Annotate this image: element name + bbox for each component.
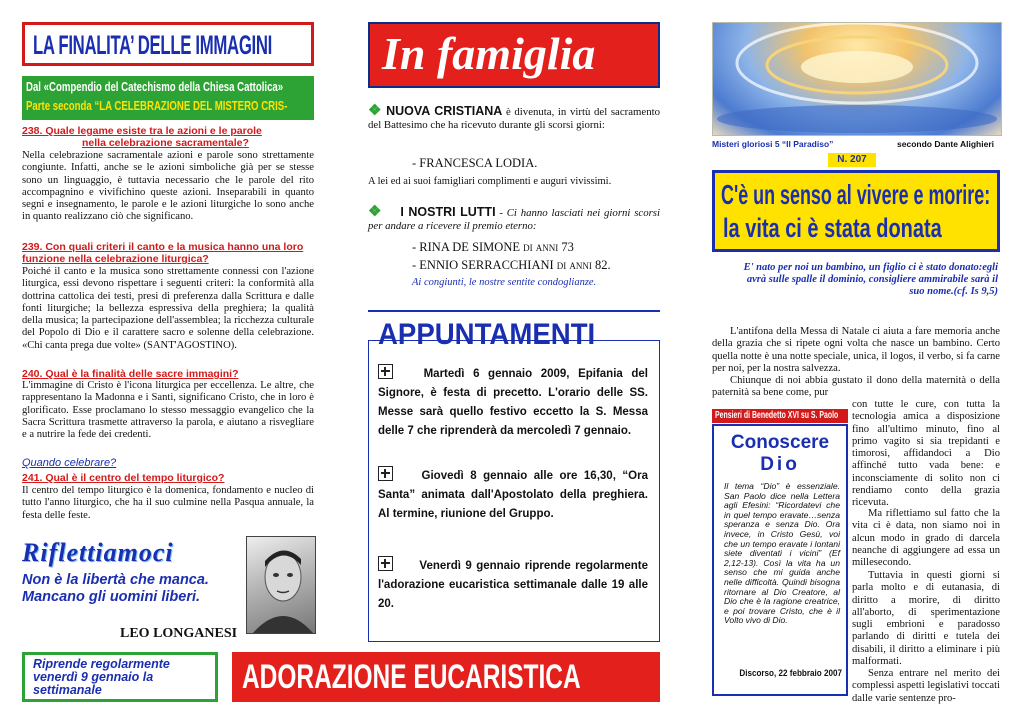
appuntamenti-heading: APPUNTAMENTI xyxy=(378,318,596,351)
question-239: 239. Con quali criteri il canto e la musica hanno una loro funzione nella celebrazione liturgica? xyxy=(22,241,304,265)
caption-left: Misteri gloriosi 5 “Il Paradiso” xyxy=(712,139,834,149)
illustration-caption xyxy=(712,139,1000,149)
adorazione-notice xyxy=(22,652,218,702)
nuova-cristiana-text: è divenuta, in virtù del sacramento del Battesimo che ha ricevuto durante gli scorsi giorni: xyxy=(368,106,661,131)
pensieri-text: Pensieri di Benedetto XVI su S. Paolo xyxy=(715,409,839,421)
adorazione-banner xyxy=(232,652,660,702)
column-title-text: LA FINALITA’ DELLE IMMAGINI xyxy=(33,30,273,60)
appuntamento-1-text: Martedì 6 gennaio 2009, Epifania del Signore, è festa di precetto. L'orario delle SS. Messe sarà quello festivo eccetto la S. Messa delle 7 che riprenderà da mercoledì 7 gennaio. xyxy=(378,368,648,437)
lutti-section xyxy=(368,206,660,233)
question-238-line2: nella celebrazione sacramentale? xyxy=(82,137,249,149)
nuova-cristiana-title: NUOVA CRISTIANA xyxy=(386,104,503,118)
paradiso-illustration xyxy=(712,22,1002,136)
headline-line1: C'è un senso al vivere e morire: xyxy=(721,179,991,210)
lutti-title: I NOSTRI LUTTI xyxy=(400,205,496,219)
answer-240: L'immagine di Cristo è l'icona liturgica per eccellenza. Le altre, che rappresentano la Madonna e i Santi, significano Cristo, che in loro è glorificato. Esse proclamano lo stesso messaggio evangelico che la Sacra Scrittura trasmette attraverso la parola, e aiutano a risvegliare e a nutrire la fede dei credenti. xyxy=(22,380,314,441)
lutti-text: - Ci hanno lasciati nei giorni scorsi per andare a ricevere il premio eterno: xyxy=(368,207,661,232)
article-paragraph-5: Senza entrare nel merito dei complessi aspetti legislativi toccati dalle varie sentenze pro- xyxy=(852,668,1000,704)
nuova-cristiana-auguri: A lei ed ai suoi famigliari complimenti e auguri vivissimi. xyxy=(368,176,612,187)
dio-heading: Dio xyxy=(760,454,800,475)
diamond-icon: ❖ xyxy=(368,103,383,119)
pensieri-label xyxy=(712,409,848,423)
quote-author: LEO LONGANESI xyxy=(120,626,238,641)
article-paragraph-1: L'antifona della Messa di Natale ci aiuta a fare memoria anche della grazia che si ripete ogni volta che nasce un bambino. Certo quella notte è una notte speciale, unica, il logos, il verbo, si fa carne per noi, per la nostra salvezza. xyxy=(712,326,1000,374)
divider xyxy=(368,310,660,312)
headline-box xyxy=(712,170,1000,252)
answer-241: Il centro del tempo liturgico è la domenica, fondamento e nucleo di tutto l'anno liturgico, che ha il suo culmine nella Pasqua annuale, la festa delle feste. xyxy=(22,485,314,521)
adorazione-banner-text: ADORAZIONE EUCARISTICA xyxy=(242,658,581,696)
issue-number: N. 207 xyxy=(828,153,876,167)
section-quando-celebrare: Quando celebrare? xyxy=(22,457,117,469)
question-238-line1: 238. Quale legame esiste tra le azioni e le parole xyxy=(22,125,262,137)
nuova-cristiana-name: - FRANCESCA LODIA. xyxy=(412,156,538,170)
appuntamento-3-text: Venerdì 9 gennaio riprende regolarmente l'adorazione eucaristica settimanale dalle 19 alle 20. xyxy=(378,560,648,610)
answer-239: Poiché il canto e la musica sono strettamente connessi con l'azione liturgica, essi devono rispettare i seguenti criteri: la conformità alla dottrina cattolica dei testi, presi di preferenza dalla Scrittura e dalle fonti liturgiche; la bellezza espressiva della preghiera; la qualità della musica; la partecipazione dell'assemblea; la ricchezza culturale del Popolo di Dio e il carattere sacro e solenne della celebrazione. «Chi canta prega due volte» (SANT'AGOSTINO). xyxy=(22,266,314,351)
compendio-banner xyxy=(22,76,314,120)
riflettiamoci-text: Riflettiamoci xyxy=(22,538,174,567)
diamond-icon: ❖ xyxy=(368,204,383,220)
discorso-reference: Discorso, 22 febbraio 2007 xyxy=(739,668,842,678)
appuntamento-2-text: Giovedì 8 gennaio alle ore 16,30, “Ora Santa” animata dall'Apostolato della preghiera. Al termine, riunione del Gruppo. xyxy=(378,470,648,520)
headline-line2: la vita ci è stata donata xyxy=(723,213,942,243)
article-paragraph-2a: Chiunque di noi abbia gustato il dono della maternità o della paternità sa bene come, pur xyxy=(712,375,1000,399)
compendio-line1: Dal «Compendio del Catechismo della Chiesa Cattolica» xyxy=(26,79,284,94)
question-238 xyxy=(22,125,314,149)
nuova-cristiana-section xyxy=(368,105,660,132)
epigraph: E' nato per noi un bambino, un figlio ci è stato donato:egli avrà sulle spalle il dominio, consigliere ammirabile sarà il suo nome.(cf. Is 9,5) xyxy=(743,262,998,297)
masthead-title: In famiglia xyxy=(382,28,596,79)
quote-text: Non è la libertà che manca. Mancano gli uomini liberi. xyxy=(22,572,209,605)
conoscere-heading: Conoscere xyxy=(730,432,830,453)
appuntamenti-box xyxy=(368,340,660,642)
compendio-line2: Parte seconda “LA CELEBRAZIONE DEL MISTERO CRIS- xyxy=(26,98,288,113)
article-paragraph-4: Tuttavia in questi giorni si parla molto e di eutanasia, di diritto a morire, di diritto all'aborto, di sperimentazione sugli embrioni e paradosso parlando di diritti e tutela dei disabili, il diritto a eliminare i più malformati. xyxy=(852,570,1000,668)
lutti-name-1: - RINA DE SIMONE di anni 73 xyxy=(412,240,574,254)
column-title xyxy=(22,22,314,66)
lutti-name-2: - ENNIO SERRACCHIANI di anni 82. xyxy=(412,258,611,272)
author-portrait xyxy=(246,536,316,634)
article-paragraph-2b: con tutte le cure, con tutta la tecnologia amica a disposizione fino all'ultimo minuto, fino al primo vagito si sia trepidanti e timorosi, affidandoci a Dio affinché tutto vada bene: e inconsciamente di solito non ci rendiamo conto della grazia ricevuta. xyxy=(852,399,1000,509)
riflettiamoci-heading xyxy=(22,538,228,568)
lutti-condoglianze: Ai congiunti, le nostre sentite condoglianze. xyxy=(412,277,597,288)
conoscere-dio-text: Il tema “Dio” è essenziale. San Paolo dice nella Lettera agli Efesini: “Ricordatevi che in quel tempo eravate…senza speranza e senza Dio. Ora invece, in Cristo Gesù, voi che un tempo eravate i lontani siete diventati i vicini” (Ef 2,12-13). Così la vita ha un senso che mi guida anche nelle difficoltà. Quindi bisogna ritornare al Dio Creatore, al Dio che è la ragione creatrice, e poi trovare Cristo, che è il Volto vivo di Dio. xyxy=(724,481,840,626)
masthead xyxy=(368,22,660,88)
question-241: 241. Qual è il centro del tempo liturgico? xyxy=(22,472,225,484)
adorazione-notice-text: Riprende regolarmente venerdì 9 gennaio la settimanale xyxy=(33,657,170,697)
article-paragraph-3: Ma riflettiamo sul fatto che la vita ci è data, non siamo noi in alcun modo in grado di darcela neanche di aggiungere ad essa un millesecondo. xyxy=(852,508,1000,569)
answer-238: Nella celebrazione sacramentale azioni e parole sono strettamente congiunte. Infatti, anche se le azioni simboliche già per se stesse sono un linguaggio, è tuttavia necessario che le parole del rito accompagnino e vivifichino queste azioni. Inseparabili in quanto segni e insegnamento, le parole e le azioni liturgiche lo sono anche in quanto realizzano ciò che significano. xyxy=(22,150,314,223)
caption-right: secondo Dante Alighieri xyxy=(897,139,994,149)
paradise-rose-icon xyxy=(713,23,1001,135)
portrait-icon xyxy=(247,537,315,633)
question-240: 240. Qual è la finalità delle sacre immagini? xyxy=(22,368,239,380)
